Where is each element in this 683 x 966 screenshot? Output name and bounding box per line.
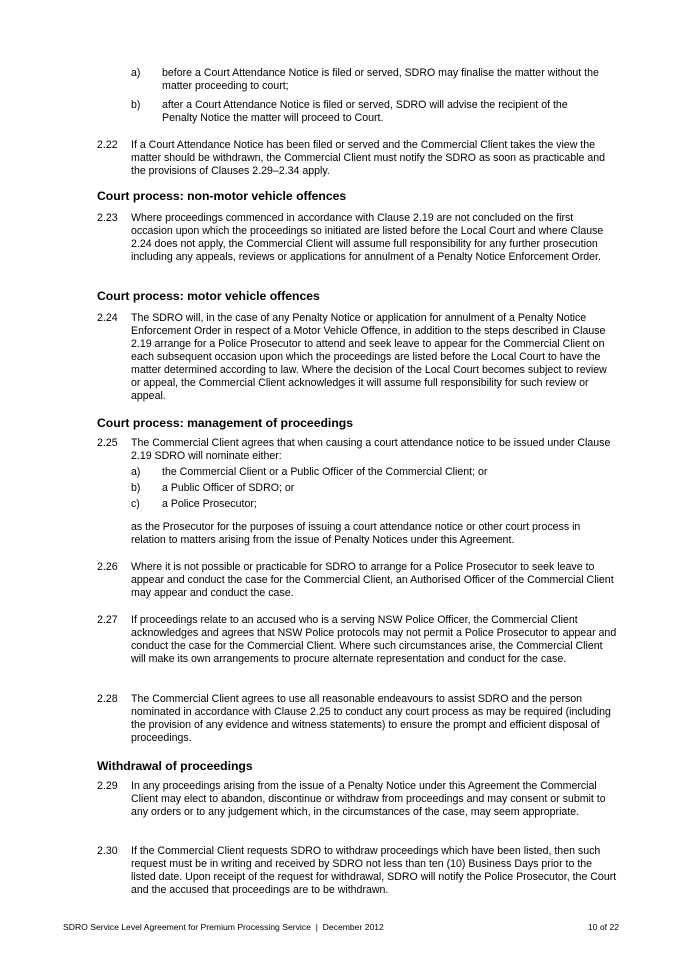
item-letter: a) [131, 466, 141, 478]
section-heading-withdrawal: Withdrawal of proceedings [97, 759, 253, 773]
clause-number: 2.27 [97, 614, 118, 626]
clause-2-28 [97, 693, 617, 745]
clause-number: 2.28 [97, 693, 118, 705]
clause-number: 2.30 [97, 845, 118, 857]
clause-text: In any proceedings arising from the issue of a Penalty Notice under this Agreement the Commercial Client may elect to abandon, discontinue or withdraw from proceedings and may consent or submit to any orders or to any judgement which, in the circumstances of the case, may seem appropriate. [131, 780, 606, 818]
clause-text: The Commercial Client agrees that when causing a court attendance notice to be issued under Clause 2.19 SDRO will nominate either: [131, 437, 611, 462]
clause-continuation: as the Prosecutor for the purposes of issuing a court attendance notice or other court process in relation to matters arising from the issue of Penalty Notices under this Agreement. [131, 521, 581, 546]
item-letter: a) [131, 67, 141, 79]
clause-2-30 [97, 845, 617, 897]
item-text: the Commercial Client or a Public Officer of the Commercial Client; or [162, 466, 488, 478]
clause-text-block [131, 437, 617, 547]
list-item-a [131, 67, 601, 93]
section-heading-management: Court process: management of proceedings [97, 416, 353, 430]
clause-text: If a Court Attendance Notice has been filed or served and the Commercial Client takes the view the matter should be withdrawn, the Commercial Client must notify the SDRO as soon as practicable and the provisions of Clauses 2.29–2.34 apply. [131, 139, 605, 177]
list-item-b [131, 482, 617, 495]
clause-number: 2.29 [97, 780, 118, 792]
clause-text: Where it is not possible or practicable for SDRO to arrange for a Police Prosecutor to seek leave to appear and conduct the case for the Commercial Client, an Authorised Officer of the Commercial Client may appear and conduct the case. [131, 561, 614, 599]
clause-2-23 [97, 212, 617, 264]
footer-document-title: SDRO Service Level Agreement for Premium Processing Service | December 2012 [63, 922, 384, 932]
clause-text: If the Commercial Client requests SDRO to withdraw proceedings which have been listed, then such request must be in writing and received by SDRO not less than ten (10) Business Days prior to the listed date. Upon receipt of the request for withdrawal, SDRO will notify the Police Prosecutor, the Court and the accused that proceedings are to be withdrawn. [131, 845, 617, 896]
clause-number: 2.22 [97, 139, 118, 151]
clause-number: 2.25 [97, 437, 118, 449]
clause-2-27 [97, 614, 617, 666]
item-letter: b) [131, 99, 141, 111]
clause-text: If proceedings relate to an accused who is a serving NSW Police Officer, the Commercial Client acknowledges and agrees that NSW Police protocols may not permit a Police Prosecutor to appear and conduct the case for the Commercial Client. Where such circumstances arise, the Commercial Client will make its own arrangements to procure alternate representation and conduct for the case. [131, 614, 617, 665]
clause-number: 2.26 [97, 561, 118, 573]
clause-text: The Commercial Client agrees to use all reasonable endeavours to assist SDRO and the person nominated in accordance with Clause 2.25 to conduct any court process as may be required (including the provision of any evidence and witness statements) to ensure the prompt and efficient disposal of proceedings. [131, 693, 611, 744]
clause-text: Where proceedings commenced in accordance with Clause 2.19 are not concluded on the first occasion upon which the proceedings so initiated are listed before the Local Court and where Clause 2.24 does not apply, the Commercial Client will assume full responsibility for any further prosecution including any appeals, reviews or applications for annulment of a Penalty Notice Enforcement Order. [131, 212, 604, 263]
section-heading-non-motor: Court process: non-motor vehicle offences [97, 189, 347, 203]
item-text: before a Court Attendance Notice is filed or served, SDRO may finalise the matter without the matter proceeding to court; [162, 67, 599, 92]
item-text: after a Court Attendance Notice is filed or served, SDRO will advise the recipient of the Penalty Notice the matter will proceed to Court. [162, 99, 568, 124]
clause-text: The SDRO will, in the case of any Penalty Notice or application for annulment of a Penalty Notice Enforcement Order in respect of a Motor Vehicle Offence, in addition to the steps described in Clause 2.19 arrange for a Police Prosecutor to attend and seek leave to appear for the Commercial Client on each subsequent occasion upon which the proceedings are listed before the Local Court to have the matter determined according to law. Where the decision of the Local Court becomes subject to review or appeal, the Commercial Client acknowledges it will assume full responsibility for such review or appeal. [131, 312, 607, 402]
section-heading-motor: Court process: motor vehicle offences [97, 289, 320, 303]
item-text: a Public Officer of SDRO; or [162, 482, 295, 494]
clause-2-29 [97, 780, 617, 819]
item-letter: b) [131, 482, 141, 494]
item-letter: c) [131, 498, 140, 510]
footer-page-number: 10 of 22 [587, 922, 619, 932]
clause-2-26 [97, 561, 617, 600]
clause-2-25 [97, 437, 617, 547]
list-item-a [131, 466, 617, 479]
clause-2-22 [97, 139, 617, 178]
clause-number: 2.24 [97, 312, 118, 324]
clause-number: 2.23 [97, 212, 118, 224]
clause-2-24 [97, 312, 617, 403]
item-text: a Police Prosecutor; [162, 498, 257, 510]
list-item-c [131, 498, 617, 511]
list-item-b [131, 99, 601, 125]
